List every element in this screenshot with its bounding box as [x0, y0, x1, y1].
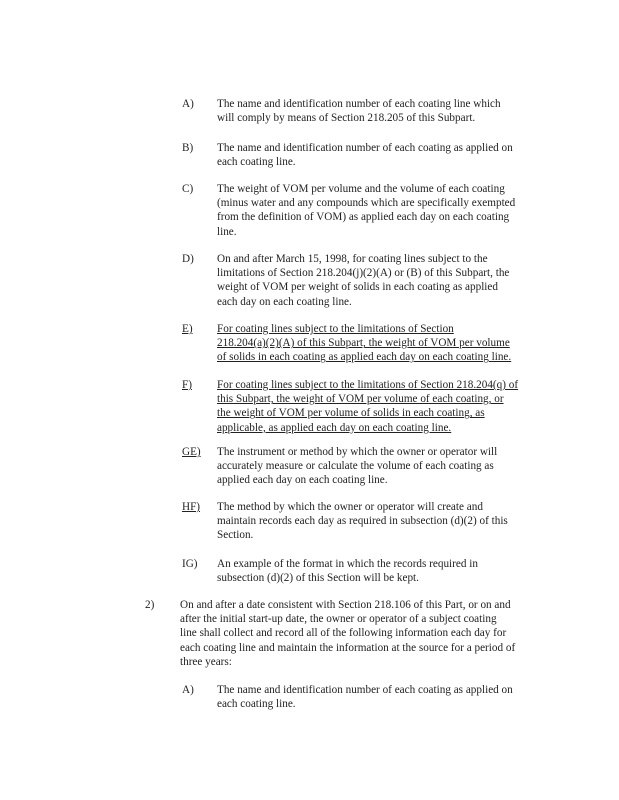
item-text-line: will comply by means of Section 218.205 of this Subpart. — [217, 112, 476, 125]
item-text-line: the weight of VOM per volume of solids in each coating, as — [217, 407, 485, 420]
item-text-line: weight of VOM per weight of solids in each coating as applied — [217, 281, 498, 294]
item-text-line: 218.204(a)(2)(A) of this Subpart, the weight of VOM per volume — [217, 337, 510, 350]
item-text-line: after the initial start-up date, the owner or operator of a subject coating — [180, 613, 497, 626]
item-label: D) — [182, 253, 194, 265]
item-text-line: line shall collect and record all of the following information each day for — [180, 627, 507, 640]
item-text-line: maintain records each day as required in subsection (d)(2) of this — [217, 515, 508, 528]
item-text-line: For coating lines subject to the limitations of Section 218.204(q) of — [217, 379, 519, 391]
item-text-line: The name and identification number of each coating as applied on — [217, 684, 513, 696]
item-label: GE) — [182, 446, 201, 458]
item-text-line: each coating line. — [217, 698, 296, 711]
item-text-line: The name and identification number of each coating line which — [217, 98, 501, 110]
item-text-line: from the definition of VOM) as applied each day on each coating — [217, 211, 510, 224]
item-text-line: On and after March 15, 1998, for coating lines subject to the — [217, 253, 488, 265]
item-text-line: line. — [217, 225, 237, 238]
item-text-line: each day on each coating line. — [217, 295, 352, 308]
item-text-line: each coating line. — [217, 156, 296, 169]
item-label: C) — [182, 183, 194, 195]
item-text-line: The name and identification number of each coating as applied on — [217, 142, 513, 154]
item-label: E) — [182, 323, 193, 335]
item-text-line: of solids in each coating as applied each day on each coating line. — [217, 351, 512, 364]
item-text-line: On and after a date consistent with Section 218.106 of this Part, or on and — [180, 599, 511, 611]
item-label: B) — [182, 142, 194, 154]
item-label: 2) — [145, 599, 155, 611]
item-label: HF) — [182, 501, 201, 513]
item-text-line: this Subpart, the weight of VOM per volume of each coating, or — [217, 393, 504, 406]
item-text-line: limitations of Section 218.204(j)(2)(A) or (B) of this Subpart, the — [217, 267, 510, 280]
item-text-line: each coating line and maintain the information at the source for a period of — [180, 641, 516, 654]
item-text-line: An example of the format in which the records required in — [217, 558, 478, 570]
item-text-line: accurately measure or calculate the volume of each coating as — [217, 460, 494, 473]
item-text-line: subsection (d)(2) of this Section will be kept. — [217, 572, 419, 585]
item-text-line: three years: — [180, 655, 232, 668]
item-text-line: applied each day on each coating line. — [217, 474, 388, 487]
item-text-line: The instrument or method by which the owner or operator will — [217, 446, 498, 458]
item-text-line: For coating lines subject to the limitations of Section — [217, 323, 454, 335]
item-label: A) — [182, 684, 194, 696]
item-label: IG) — [182, 558, 198, 570]
item-text-line: Section. — [217, 529, 254, 542]
item-label: F) — [182, 379, 192, 391]
item-text-line: The weight of VOM per volume and the volume of each coating — [217, 183, 505, 195]
item-text-line: (minus water and any compounds which are specifically exempted — [217, 197, 516, 210]
item-label: A) — [182, 98, 194, 110]
item-text-line: The method by which the owner or operator will create and — [217, 501, 483, 513]
item-text-line: applicable, as applied each day on each coating line. — [217, 421, 452, 434]
